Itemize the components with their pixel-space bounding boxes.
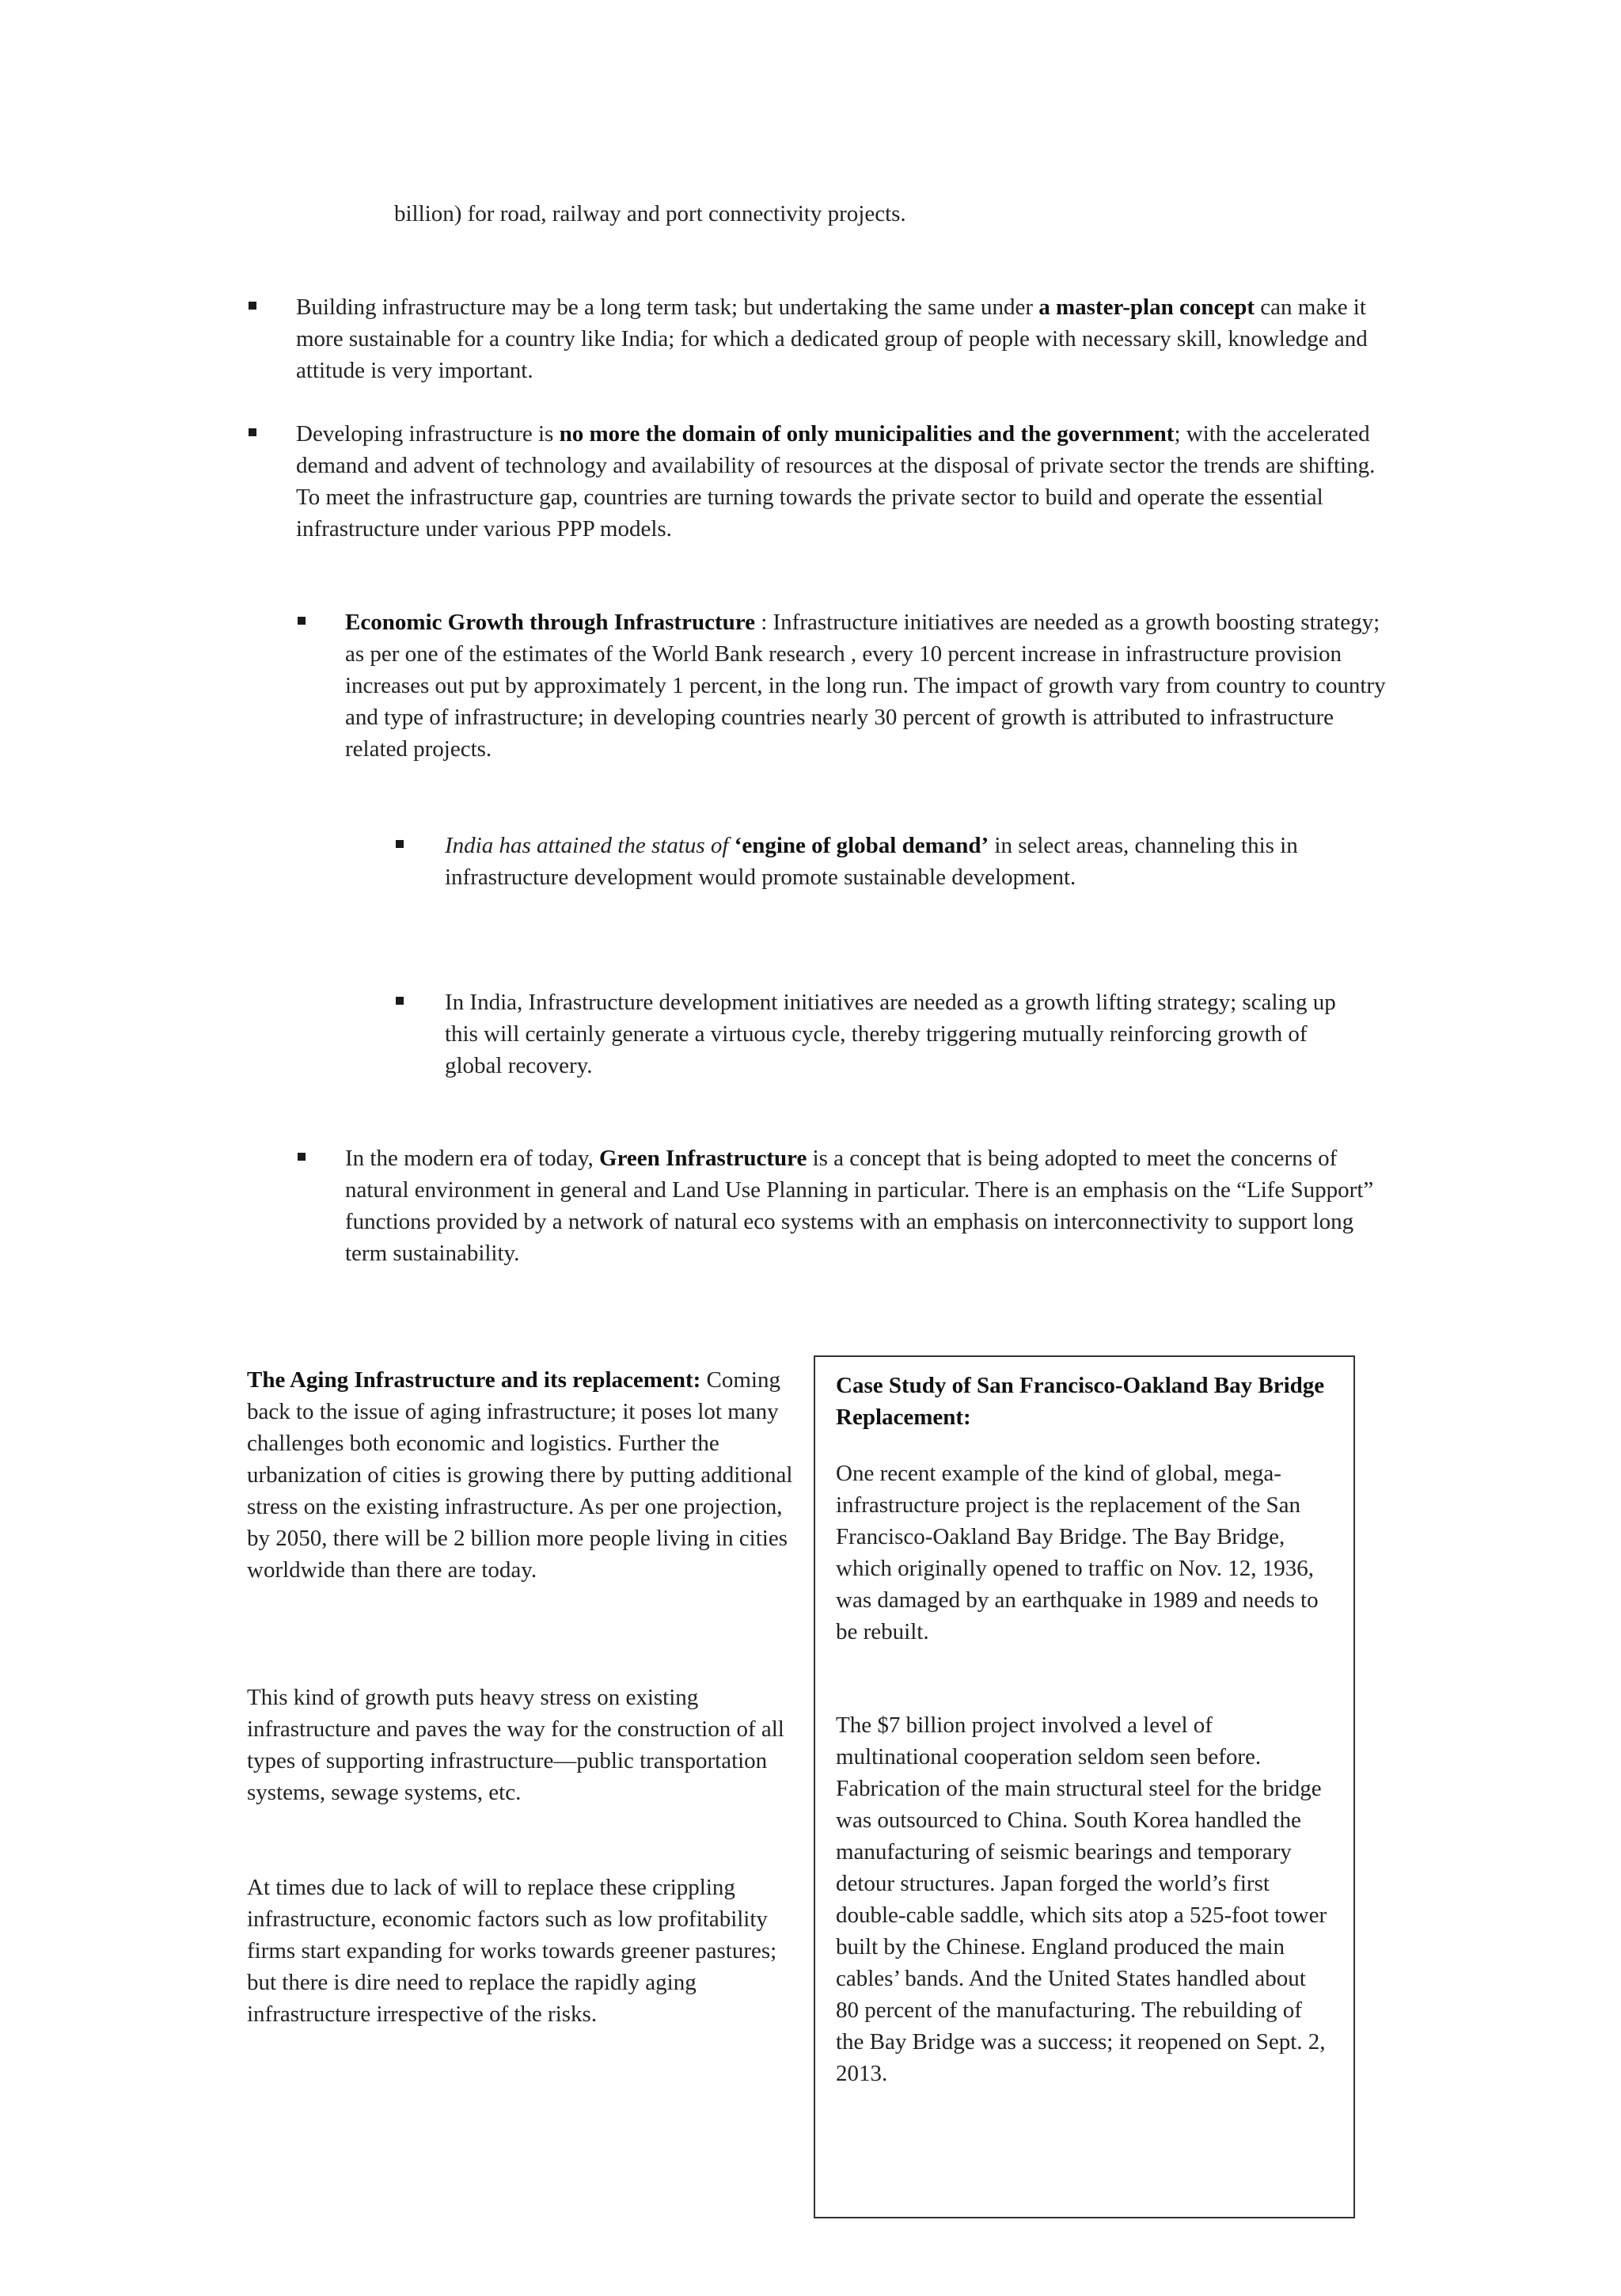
continuation-line: billion) for road, railway and port connectivity projects.	[394, 201, 906, 226]
bullet-text-post: is a concept that is being adopted to meet the concerns of natural environment in general and Land Use Planning in particular. There is an emphasis on the “Life Support” functions provided by a network of natural eco systems with an emphasis on interconnectivity to support long term sustainability.	[345, 1146, 1374, 1266]
growth-stress-paragraph: This kind of growth puts heavy stress on existing infrastructure and paves the way for the construction of all types of supporting infrastructure—public transportation systems, sewage systems, etc.	[247, 1685, 784, 1805]
paragraph-text: Coming back to the issue of aging infrastructure; it poses lot many challenges both economic and logistics. Further the urbanization of cities is growing there by putting additional stress on the existing infrastructure. As per one projection, by 2050, there will be 2 billion more people living in cities worldwide than there are today.	[247, 1367, 793, 1583]
bullet-text-pre: In the modern era of today,	[345, 1146, 600, 1171]
bullet-text-bold: ‘engine of global demand’	[734, 833, 989, 858]
section-heading: The Aging Infrastructure and its replacement:	[247, 1367, 701, 1393]
bullet-private-sector	[296, 418, 1388, 545]
bullet-marker-icon	[396, 997, 404, 1005]
case-study-paragraph-2: The $7 billion project involved a level of multinational cooperation seldom seen before. Fabrication of the main structural steel for the bridge was outsourced to China. South Korea handled the manufacturing of seismic bearings and temporary detour structures. Japan forged the world’s first double-cable saddle, which sits atop a 525-foot tower built by the Chinese. England produced the main cables’ bands. And the United States handled about 80 percent of the manufacturing. The rebuilding of the Bay Bridge was a success; it reopened on Sept. 2, 2013.	[836, 1712, 1327, 2086]
bullet-text-bold: Economic Growth through Infrastructure	[345, 610, 755, 635]
bullet-marker-icon	[298, 617, 306, 625]
bullet-economic-growth	[345, 606, 1390, 765]
aging-infrastructure-paragraph	[247, 1364, 793, 1586]
bullet-marker-icon	[396, 840, 404, 848]
bullet-india-growth: In India, Infrastructure development initiatives are needed as a growth lifting strategy; scaling up this will certainly generate a virtuous cycle, thereby triggering mutually reinforcing growth of global recovery.	[445, 990, 1336, 1078]
case-study-box	[814, 1355, 1355, 2218]
case-study-paragraph-1: One recent example of the kind of global, mega-infrastructure project is the replacement of the San Francisco-Oakland Bay Bridge. The Bay Bridge, which originally opened to traffic on Nov. 12, 1936, was damaged by an earthquake in 1989 and needs to be rebuilt.	[836, 1461, 1319, 1644]
bullet-engine-global-demand	[445, 830, 1315, 893]
replace-infrastructure-paragraph: At times due to lack of will to replace these crippling infrastructure, economic factors such as low profitability firms start expanding for works towards greener pastures; but there is dire need to replace the rapidly aging infrastructure irrespective of the risks.	[247, 1875, 777, 2027]
bullet-text-pre: Developing infrastructure is	[296, 421, 560, 447]
case-study-title: Case Study of San Francisco-Oakland Bay Bridge Replacement:	[836, 1373, 1325, 1430]
bullet-text-bold: Green Infrastructure	[599, 1146, 807, 1171]
bullet-marker-icon	[249, 302, 256, 310]
bullet-green-infrastructure	[345, 1142, 1398, 1269]
bullet-text-bold: no more the domain of only municipalities and the government	[559, 421, 1175, 447]
bullet-marker-icon	[249, 428, 256, 436]
bullet-text-pre: Building infrastructure may be a long term task; but undertaking the same under	[296, 295, 1039, 320]
bullet-text-post: can make it more sustainable for a country like India; for which a dedicated group of people with necessary skill, knowledge and attitude is very important.	[296, 295, 1368, 383]
bullet-text-bold: a master-plan concept	[1038, 295, 1255, 320]
bullet-marker-icon	[298, 1153, 306, 1161]
bullet-text-italic: India has attained the status of	[445, 833, 735, 858]
bullet-text-post: in select areas, channeling this in infrastructure development would promote sustainable development.	[445, 833, 1298, 890]
bullet-text-post: ; with the accelerated demand and advent of technology and availability of resources at the disposal of private sector the trends are shifting. To meet the infrastructure gap, countries are turning towards the private sector to build and operate the essential infrastructure under various PPP models.	[296, 421, 1376, 542]
bullet-master-plan	[296, 291, 1388, 386]
bullet-text-post: : Infrastructure initiatives are needed as a growth boosting strategy; as per one of the estimates of the World Bank research , every 10 percent increase in infrastructure provision increases out put by approximately 1 percent, in the long run. The impact of growth vary from country to country and type of infrastructure; in developing countries nearly 30 percent of growth is attributed to infrastructure related projects.	[345, 610, 1386, 762]
